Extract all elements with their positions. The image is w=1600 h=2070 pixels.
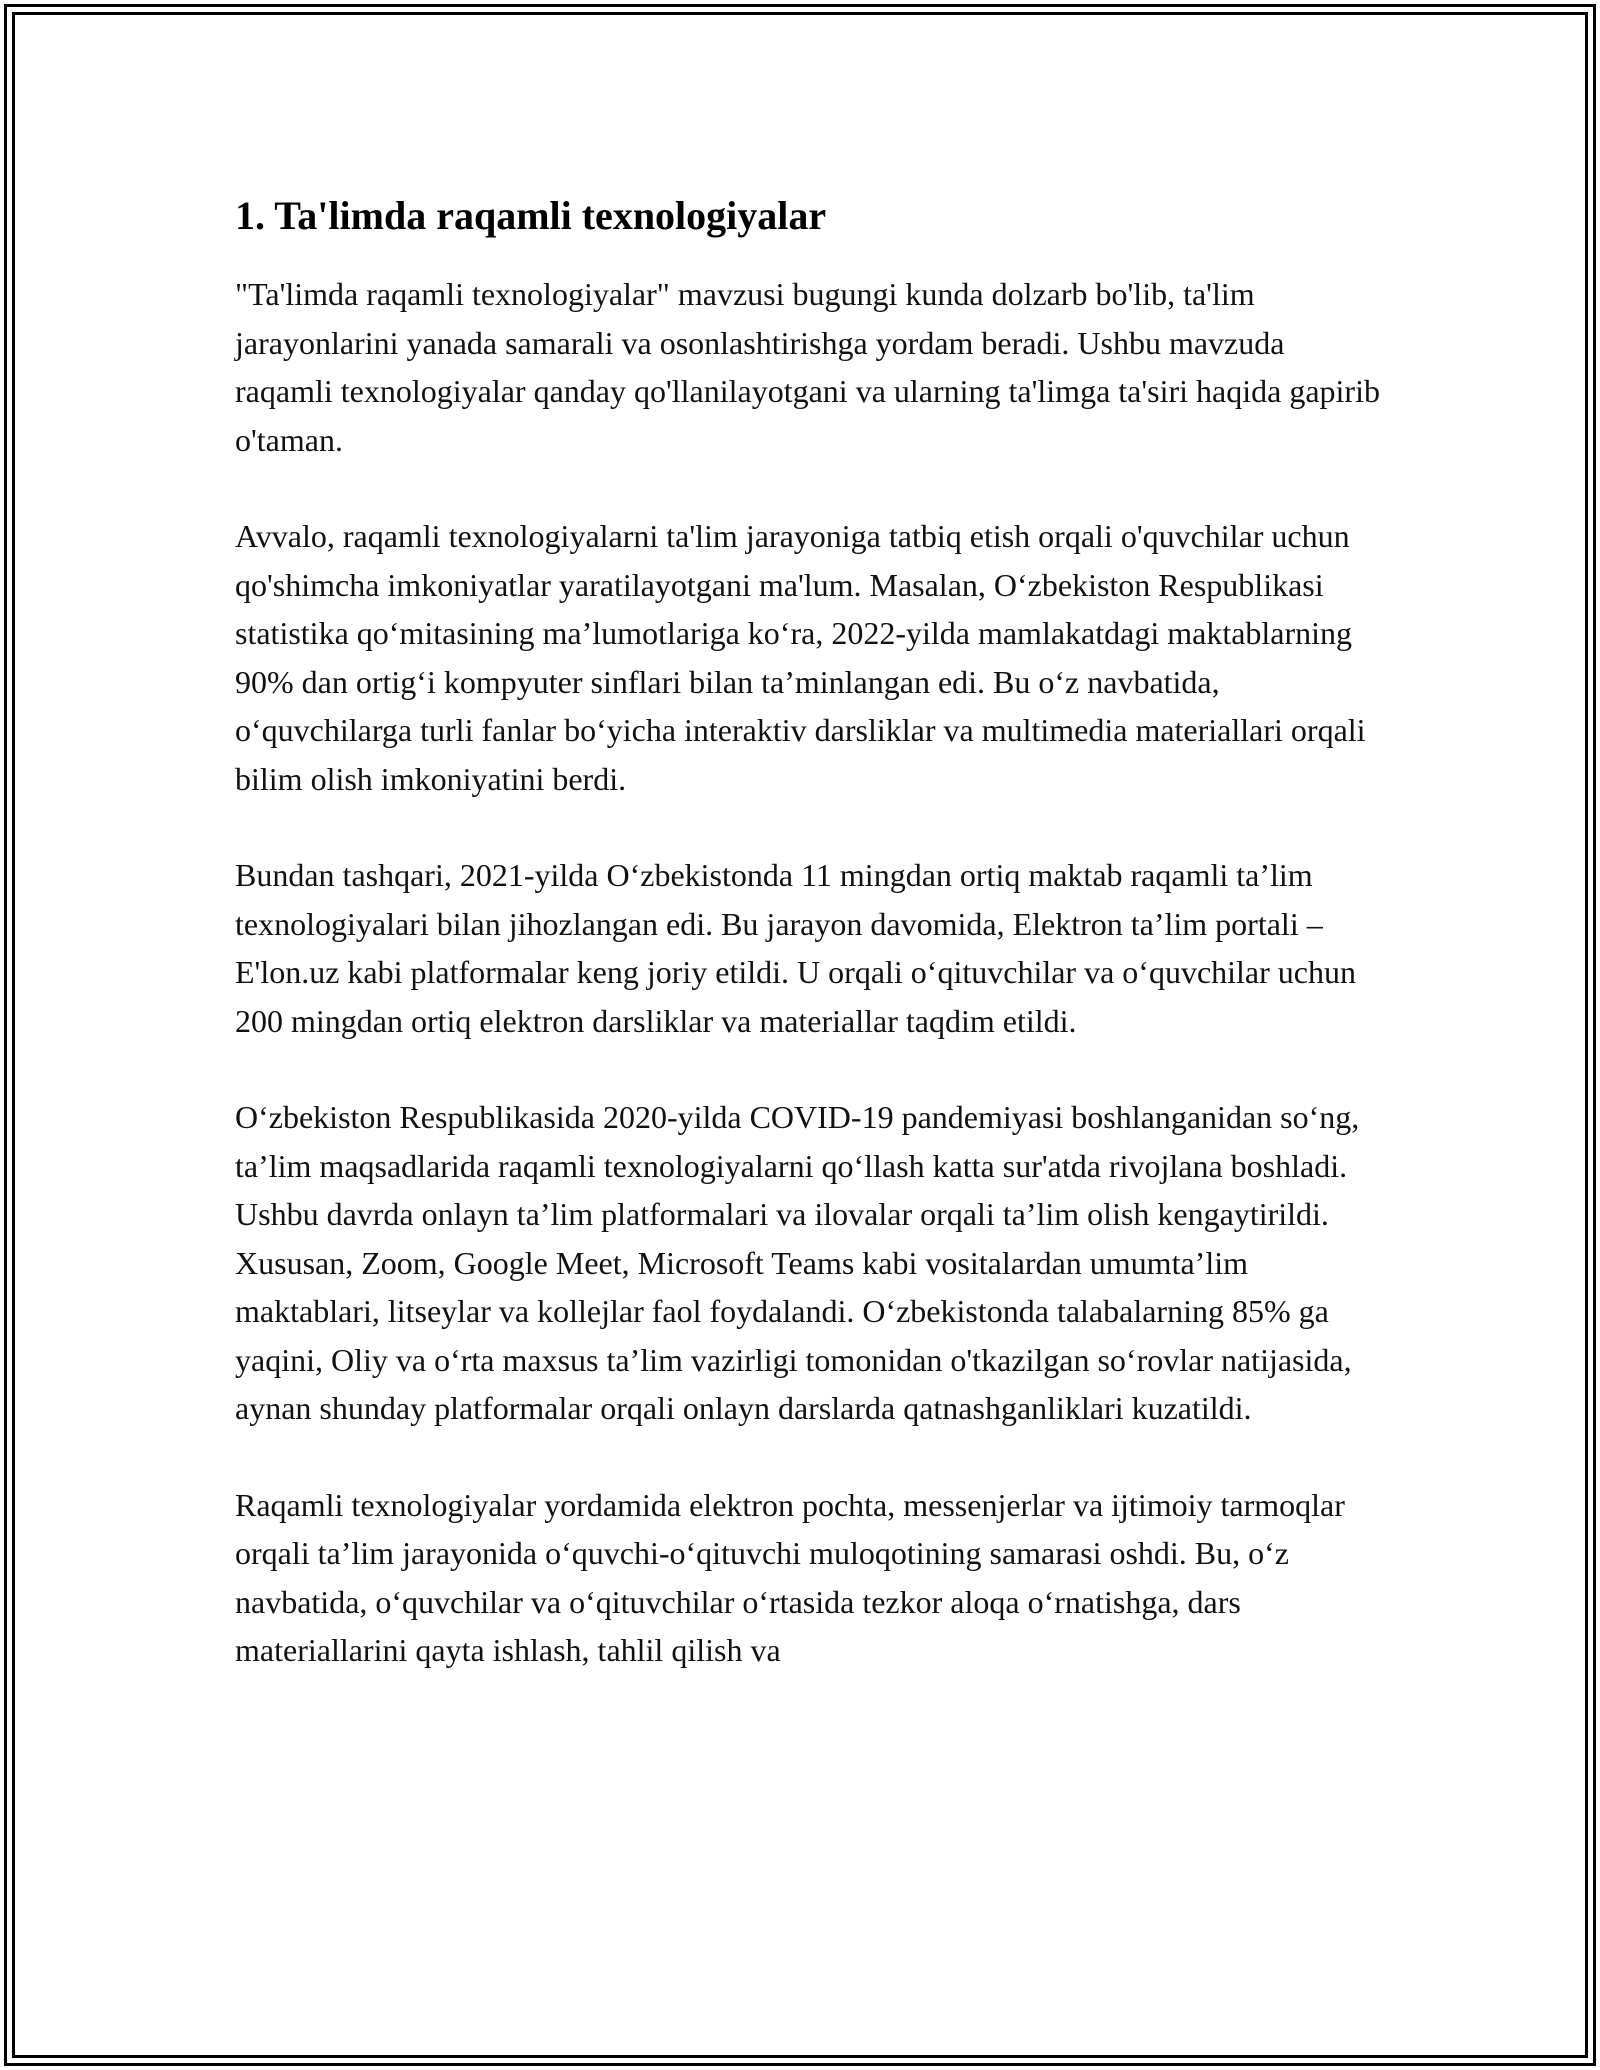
paragraph-communication: Raqamli texnologiyalar yordamida elektron pochta, messenjerlar va ijtimoiy tarmoqlar orqali ta’lim jarayonida o‘quvchi-o‘qituvchi muloqotining samarasi oshdi. Bu, o‘z navbatida, o‘quvchilar va o‘qituvchilar o‘rtasida tezkor aloqa o‘rnatishga, dars materiallarini qayta ishlash, tahlil qilish va	[235, 1486, 1345, 1668]
paragraph-intro: "Ta'limda raqamli texnologiyalar" mavzusi bugungi kunda dolzarb bo'lib, ta'lim jarayonlarini yanada samarali va osonlashtirishga yordam beradi. Ushbu mavzuda raqamli texnologiyalar qanday qo'llanilayotgani va ularning ta'limga ta'siri haqida gapirib o'taman.	[235, 276, 1380, 458]
paragraph-pandemic-online: O‘zbekiston Respublikasida 2020-yilda COVID-19 pandemiyasi boshlanganidan so‘ng, ta’lim maqsadlarida raqamli texnologiyalarni qo‘llash katta sur'atda rivojlana boshladi. Ushbu davrda onlayn ta’lim platformalari va ilovalar orqali ta’lim olish kengaytirildi. Xususan, Zoom, Google Meet, Microsoft Teams kabi vositalardan umumta’lim maktablari, litseylar va kollejlar faol foydalandi. O‘zbekistonda talabalarning 85% ga yaqini, Oliy va o‘rta maxsus ta’lim vazirligi tomonidan o'tkazilgan so‘rovlar natijasida, aynan shunday platformalar orqali onlayn darslarda qatnashganliklari kuzatildi.	[235, 1099, 1360, 1426]
document-body	[235, 188, 1385, 1723]
paragraph-digital-schools: Bundan tashqari, 2021-yilda O‘zbekistonda 11 mingdan ortiq maktab raqamli ta’lim texnologiyalari bilan jihozlangan edi. Bu jarayon davomida, Elektron ta’lim portali – E'lon.uz kabi platformalar keng joriy etildi. U orqali o‘qituvchilar va o‘quvchilar uchun 200 mingdan ortiq elektron darsliklar va materiallar taqdim etildi.	[235, 857, 1356, 1039]
section-heading: 1. Ta'limda raqamli texnologiyalar	[235, 193, 827, 238]
paragraph-school-computers: Avvalo, raqamli texnologiyalarni ta'lim jarayoniga tatbiq etish orqali o'quvchilar uchun qo'shimcha imkoniyatlar yaratilayotgani ma'lum. Masalan, O‘zbekiston Respublikasi statistika qo‘mitasining ma’lumotlariga ko‘ra, 2022-yilda mamlakatdagi maktablarning 90% dan ortig‘i kompyuter sinflari bilan ta’minlangan edi. Bu o‘z navbatida, o‘quvchilarga turli fanlar bo‘yicha interaktiv darsliklar va multimedia materiallari orqali bilim olish imkoniyatini berdi.	[235, 518, 1366, 797]
